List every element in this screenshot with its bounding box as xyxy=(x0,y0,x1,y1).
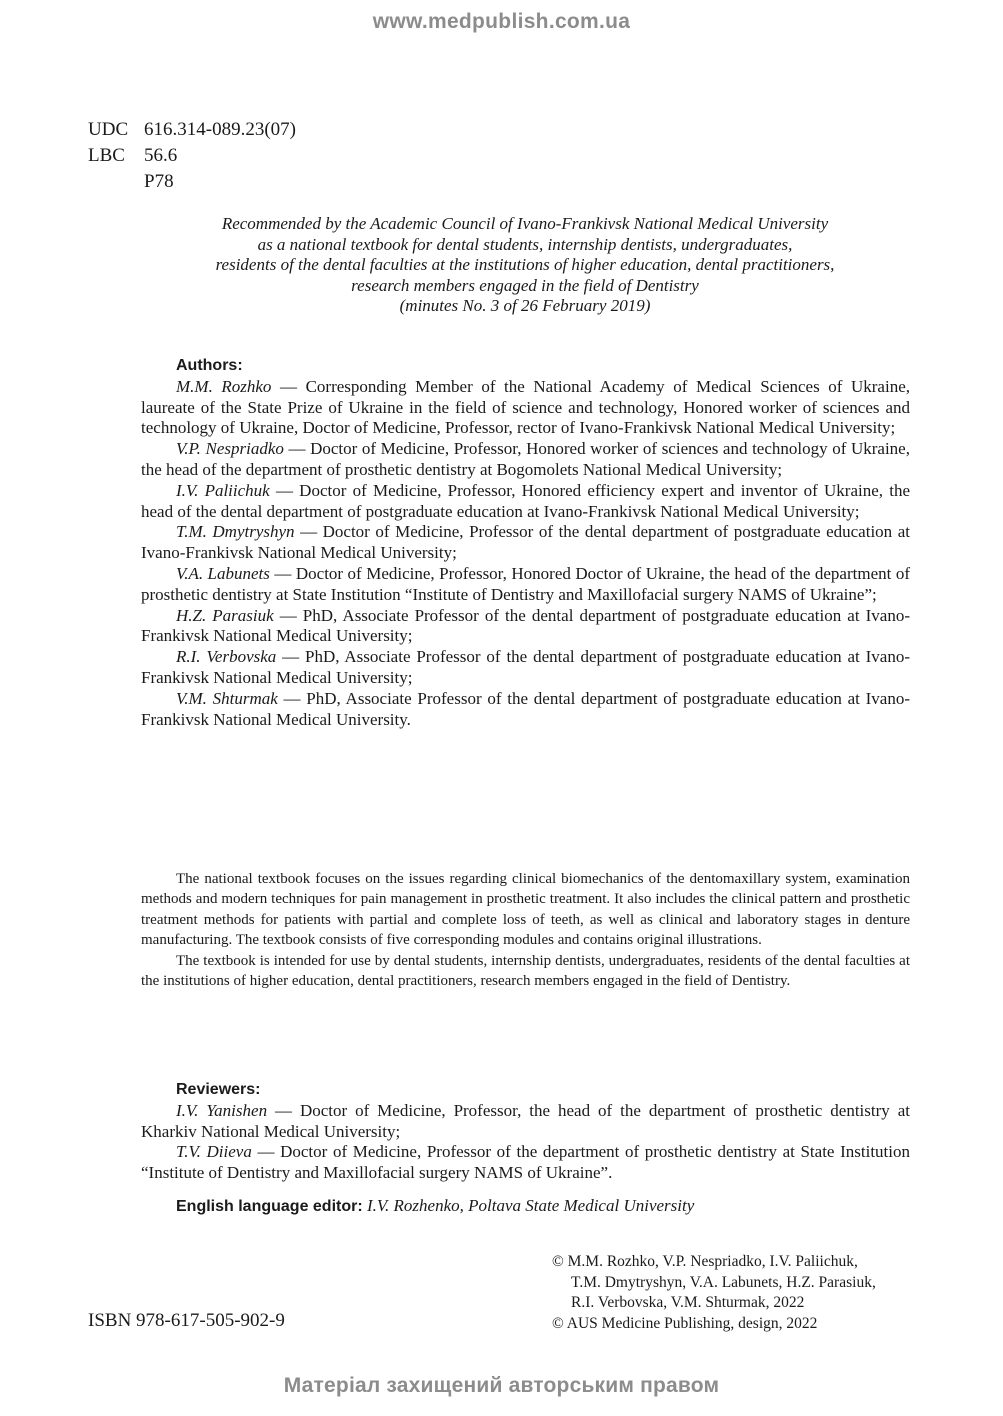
reviewers-heading: Reviewers: xyxy=(176,1081,261,1098)
abstract-paragraph: The textbook is intended for use by dental students, internship dentists, undergraduates, residents of the dental faculties at the institutions of higher education, dental practitioners, research members engaged in the field of Dentistry. xyxy=(141,952,910,990)
author-entry xyxy=(141,606,910,648)
author-description: — Corresponding Member of the National Academy of Medical Sciences of Ukraine, laureate of the State Prize of Ukraine in the field of science and technology, Honored worker of sciences and technology of Ukraine, Doctor of Medicine, Professor, rector of Ivano-Frankivsk National Medical University; xyxy=(141,376,910,438)
abstract-paragraph: The national textbook focuses on the issues regarding clinical biomechanics of the dentomaxillary system, examination methods and modern techniques for pain management in prosthetic treatment. It also includes the clinical pattern and prosthetic treatment methods for patients with partial and complete loss of teeth, as well as clinical and laboratory stages in denture manufacturing. The textbook consists of five corresponding modules and contains original illustrations. xyxy=(141,871,910,949)
author-name: V.M. Shturmak xyxy=(176,688,278,708)
recommendation-line: Recommended by the Academic Council of Ivano-Frankivsk National Medical University xyxy=(221,214,829,233)
watermark-copyright: Матеріал захищений авторським правом xyxy=(283,1374,720,1397)
classification-value: P78 xyxy=(144,171,174,192)
author-entry xyxy=(141,439,910,481)
author-description: — Doctor of Medicine, Professor, Honored worker of sciences and technology of Ukraine, the head of the department of prosthetic dentistry at Bogomolets National Medical University; xyxy=(141,439,910,479)
recommendation-note xyxy=(140,214,910,317)
classification-key: LBC xyxy=(88,145,125,166)
author-entry xyxy=(141,481,910,523)
isbn-number: ISBN 978-617-505-902-9 xyxy=(88,1310,285,1331)
reviewer-entry xyxy=(141,1142,910,1184)
classification-row xyxy=(88,143,296,169)
author-name: V.P. Nespriadko xyxy=(176,439,284,459)
classification-key xyxy=(88,169,144,195)
author-entry xyxy=(141,377,910,439)
authors-heading: Authors: xyxy=(176,357,243,374)
language-editor xyxy=(176,1196,694,1216)
copyright-notice xyxy=(552,1252,876,1334)
author-name: R.I. Verbovska xyxy=(176,647,277,667)
watermark-url: www.medpublish.com.ua xyxy=(372,10,631,33)
reviewers-section xyxy=(141,1080,910,1184)
reviewer-description: — Doctor of Medicine, Professor of the department of prosthetic dentistry at State Institution “Institute of Dentistry and Maxillofacial surgery NAMS of Ukraine”. xyxy=(141,1142,910,1183)
author-name: V.A. Labunets xyxy=(176,563,270,583)
author-description: — Doctor of Medicine, Professor of the dental department of postgraduate education at Ivano-Frankivsk National Medical University; xyxy=(141,522,910,563)
reviewer-description: — Doctor of Medicine, Professor, the head of the department of prosthetic dentistry at Kharkiv National Medical University; xyxy=(141,1100,910,1141)
author-description: — PhD, Associate Professor of the dental department of postgraduate education at Ivano-Frankivsk National Medical University. xyxy=(141,688,910,729)
author-description: — PhD, Associate Professor of the dental department of postgraduate education at Ivano-Frankivsk National Medical University; xyxy=(141,605,910,646)
authors-section xyxy=(141,356,910,730)
author-name: H.Z. Parasiuk xyxy=(176,605,274,625)
recommendation-line: (minutes No. 3 of 26 February 2019) xyxy=(399,296,651,316)
author-description: — Doctor of Medicine, Professor, Honored Doctor of Ukraine, the head of the department of prosthetic dentistry at State Institution “Institute of Dentistry and Maxillofacial surgery NAMS of Ukraine”; xyxy=(141,563,910,604)
author-name: M.M. Rozhko xyxy=(176,376,272,396)
recommendation-line: as a national textbook for dental students, internship dentists, undergraduates, xyxy=(257,234,793,254)
author-description: — Doctor of Medicine, Professor, Honored efficiency expert and inventor of Ukraine, the head of the dental department of postgraduate education at Ivano-Frankivsk National Medical University; xyxy=(141,480,910,521)
classification-key: UDC xyxy=(88,119,129,140)
author-name: I.V. Paliichuk xyxy=(176,480,270,500)
reviewer-name: T.V. Diieva xyxy=(176,1142,252,1162)
reviewer-name: I.V. Yanishen xyxy=(176,1100,268,1120)
author-name: T.M. Dmytryshyn xyxy=(176,522,295,542)
author-entry xyxy=(141,564,910,606)
classification-row xyxy=(88,169,296,195)
copyright-line: T.M. Dmytryshyn, V.A. Labunets, H.Z. Parasiuk, xyxy=(571,1273,876,1291)
author-entry xyxy=(141,689,910,731)
author-entry xyxy=(141,647,910,689)
classification-codes xyxy=(88,117,296,195)
copyright-line: R.I. Verbovska, V.M. Shturmak, 2022 xyxy=(571,1294,805,1312)
author-description: — PhD, Associate Professor of the dental department of postgraduate education at Ivano-Frankivsk National Medical University; xyxy=(141,647,910,687)
classification-row xyxy=(88,117,296,143)
copyright-line: © AUS Medicine Publishing, design, 2022 xyxy=(552,1314,818,1332)
recommendation-line: residents of the dental faculties at the institutions of higher education, dental practitioners, xyxy=(215,255,835,275)
editor-label: English language editor: xyxy=(176,1198,363,1215)
author-entry xyxy=(141,522,910,564)
reviewer-entry xyxy=(141,1101,910,1143)
classification-value: 56.6 xyxy=(144,145,178,166)
classification-value: 616.314-089.23(07) xyxy=(144,119,296,140)
recommendation-line: research members engaged in the field of Dentistry xyxy=(351,275,699,295)
copyright-line: © M.M. Rozhko, V.P. Nespriadko, I.V. Paliichuk, xyxy=(552,1253,858,1270)
abstract-section xyxy=(141,869,910,991)
editor-value: I.V. Rozhenko, Poltava State Medical University xyxy=(366,1196,695,1215)
